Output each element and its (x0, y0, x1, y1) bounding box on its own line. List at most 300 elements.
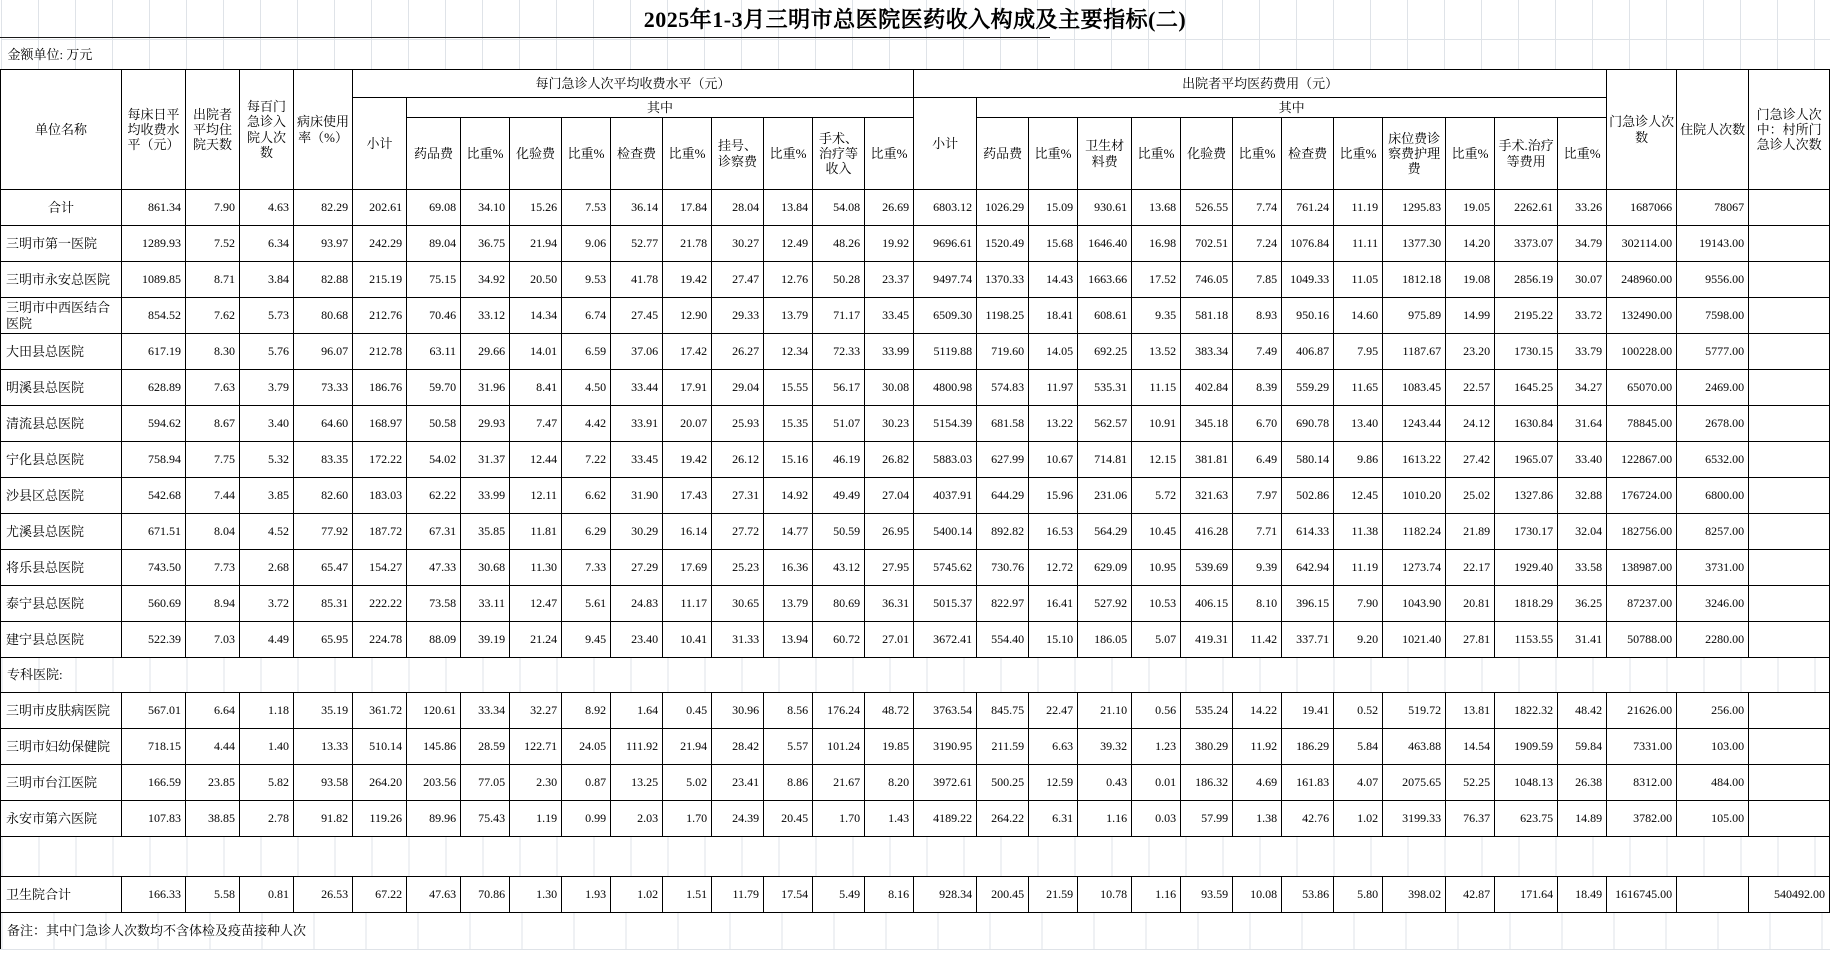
table-cell[interactable]: 13.79 (764, 586, 813, 622)
column-header[interactable]: 比重% (1132, 118, 1181, 190)
table-cell[interactable]: 13.79 (764, 298, 813, 334)
table-cell[interactable]: 692.25 (1078, 334, 1132, 370)
table-cell[interactable]: 1198.25 (977, 298, 1029, 334)
table-cell[interactable]: 10.45 (1132, 514, 1181, 550)
table-cell[interactable]: 3.40 (240, 406, 294, 442)
table-cell[interactable]: 5.57 (764, 729, 813, 765)
table-cell[interactable]: 559.29 (1282, 370, 1334, 406)
table-cell[interactable]: 9.53 (562, 262, 611, 298)
table-cell[interactable]: 34.27 (1558, 370, 1607, 406)
table-cell[interactable]: 1687066 (1607, 190, 1677, 226)
table-cell[interactable]: 8312.00 (1607, 765, 1677, 801)
column-header[interactable]: 比重% (1233, 118, 1282, 190)
table-cell[interactable]: 200.45 (977, 877, 1029, 913)
table-cell[interactable]: 463.88 (1383, 729, 1446, 765)
table-cell[interactable]: 8.30 (186, 334, 240, 370)
table-cell[interactable]: 21.10 (1078, 693, 1132, 729)
table-cell[interactable]: 224.78 (353, 622, 407, 658)
row-name-cell[interactable]: 宁化县总医院 (1, 442, 122, 478)
table-cell[interactable]: 23.37 (865, 262, 914, 298)
table-cell[interactable]: 7.62 (186, 298, 240, 334)
table-cell[interactable]: 39.32 (1078, 729, 1132, 765)
table-cell[interactable]: 29.04 (712, 370, 764, 406)
table-cell[interactable]: 484.00 (1677, 765, 1749, 801)
table-cell[interactable]: 29.66 (461, 334, 510, 370)
table-cell[interactable]: 67.31 (407, 514, 461, 550)
table-cell[interactable]: 67.22 (353, 877, 407, 913)
table-cell[interactable]: 5.72 (1132, 478, 1181, 514)
table-cell[interactable]: 345.18 (1181, 406, 1233, 442)
table-cell[interactable]: 1812.18 (1383, 262, 1446, 298)
table-cell[interactable]: 12.90 (663, 298, 712, 334)
table-cell[interactable] (1677, 877, 1749, 913)
table-cell[interactable] (1749, 262, 1830, 298)
table-cell[interactable]: 5.07 (1132, 622, 1181, 658)
table-cell[interactable]: 9.39 (1233, 550, 1282, 586)
table-cell[interactable]: 76.37 (1446, 801, 1495, 837)
table-cell[interactable]: 1730.15 (1495, 334, 1558, 370)
table-cell[interactable]: 17.69 (663, 550, 712, 586)
row-name-cell[interactable]: 泰宁县总医院 (1, 586, 122, 622)
table-cell[interactable]: 52.77 (611, 226, 663, 262)
table-cell[interactable]: 7.73 (186, 550, 240, 586)
table-cell[interactable]: 7.47 (510, 406, 562, 442)
row-name-cell[interactable]: 卫生院合计 (1, 877, 122, 913)
table-cell[interactable]: 11.05 (1334, 262, 1383, 298)
table-cell[interactable]: 33.91 (611, 406, 663, 442)
table-cell[interactable]: 5745.62 (914, 550, 977, 586)
table-cell[interactable]: 522.39 (122, 622, 186, 658)
table-cell[interactable]: 554.40 (977, 622, 1029, 658)
table-cell[interactable]: 13.33 (294, 729, 353, 765)
table-cell[interactable]: 1243.44 (1383, 406, 1446, 442)
row-name-cell[interactable]: 明溪县总医院 (1, 370, 122, 406)
header-group-outpatient[interactable]: 每门急诊人次平均收费水平（元） (353, 70, 914, 98)
table-cell[interactable]: 3.72 (240, 586, 294, 622)
table-cell[interactable]: 6.29 (562, 514, 611, 550)
table-cell[interactable]: 746.05 (1181, 262, 1233, 298)
row-name-cell[interactable]: 清流县总医院 (1, 406, 122, 442)
table-cell[interactable] (1749, 693, 1830, 729)
header-outpatient-visits[interactable]: 门急诊人次数 (1607, 70, 1677, 190)
table-cell[interactable]: 0.43 (1078, 765, 1132, 801)
table-cell[interactable]: 33.45 (865, 298, 914, 334)
table-cell[interactable]: 3763.54 (914, 693, 977, 729)
table-cell[interactable]: 28.04 (712, 190, 764, 226)
table-cell[interactable]: 17.52 (1132, 262, 1181, 298)
table-cell[interactable]: 7.49 (1233, 334, 1282, 370)
table-cell[interactable]: 122867.00 (1607, 442, 1677, 478)
table-cell[interactable]: 627.99 (977, 442, 1029, 478)
table-cell[interactable]: 36.31 (865, 586, 914, 622)
header-group-inpatient[interactable]: 出院者平均医药费用（元） (914, 70, 1607, 98)
table-cell[interactable]: 11.79 (712, 877, 764, 913)
table-cell[interactable]: 535.31 (1078, 370, 1132, 406)
table-cell[interactable]: 3672.41 (914, 622, 977, 658)
table-cell[interactable]: 33.34 (461, 693, 510, 729)
table-cell[interactable]: 12.45 (1334, 478, 1383, 514)
table-cell[interactable]: 1.64 (611, 693, 663, 729)
table-cell[interactable]: 264.20 (353, 765, 407, 801)
table-cell[interactable]: 26.12 (712, 442, 764, 478)
table-cell[interactable]: 36.14 (611, 190, 663, 226)
table-cell[interactable]: 1048.13 (1495, 765, 1558, 801)
column-header[interactable]: 化验费 (510, 118, 562, 190)
table-cell[interactable]: 101.24 (813, 729, 865, 765)
table-cell[interactable]: 1049.33 (1282, 262, 1334, 298)
table-cell[interactable]: 16.53 (1029, 514, 1078, 550)
table-cell[interactable]: 6.31 (1029, 801, 1078, 837)
header-admissions-per-100[interactable]: 每百门急诊入院人次数 (240, 70, 294, 190)
table-cell[interactable]: 3246.00 (1677, 586, 1749, 622)
table-cell[interactable]: 87237.00 (1607, 586, 1677, 622)
table-cell[interactable]: 36.75 (461, 226, 510, 262)
table-cell[interactable]: 24.83 (611, 586, 663, 622)
table-cell[interactable]: 19143.00 (1677, 226, 1749, 262)
table-cell[interactable]: 845.75 (977, 693, 1029, 729)
table-cell[interactable]: 758.94 (122, 442, 186, 478)
table-cell[interactable]: 30.65 (712, 586, 764, 622)
table-cell[interactable]: 0.99 (562, 801, 611, 837)
table-cell[interactable]: 7.85 (1233, 262, 1282, 298)
table-cell[interactable]: 24.12 (1446, 406, 1495, 442)
table-cell[interactable]: 19.08 (1446, 262, 1495, 298)
table-cell[interactable]: 93.59 (1181, 877, 1233, 913)
table-cell[interactable]: 15.26 (510, 190, 562, 226)
table-cell[interactable]: 28.42 (712, 729, 764, 765)
table-cell[interactable]: 12.59 (1029, 765, 1078, 801)
table-cell[interactable]: 2280.00 (1677, 622, 1749, 658)
table-cell[interactable]: 27.47 (712, 262, 764, 298)
table-cell[interactable]: 17.84 (663, 190, 712, 226)
table-cell[interactable]: 3972.61 (914, 765, 977, 801)
table-cell[interactable]: 105.00 (1677, 801, 1749, 837)
table-cell[interactable]: 14.60 (1334, 298, 1383, 334)
table-cell[interactable]: 77.05 (461, 765, 510, 801)
table-cell[interactable]: 49.49 (813, 478, 865, 514)
table-cell[interactable]: 50.58 (407, 406, 461, 442)
table-cell[interactable]: 337.71 (1282, 622, 1334, 658)
table-cell[interactable]: 7598.00 (1677, 298, 1749, 334)
table-cell[interactable]: 71.17 (813, 298, 865, 334)
table-cell[interactable]: 26.69 (865, 190, 914, 226)
table-cell[interactable]: 96.07 (294, 334, 353, 370)
table-cell[interactable]: 594.62 (122, 406, 186, 442)
table-cell[interactable]: 182756.00 (1607, 514, 1677, 550)
table-cell[interactable]: 822.97 (977, 586, 1029, 622)
table-cell[interactable] (1749, 442, 1830, 478)
table-cell[interactable]: 54.02 (407, 442, 461, 478)
table-cell[interactable]: 93.58 (294, 765, 353, 801)
table-cell[interactable]: 73.58 (407, 586, 461, 622)
table-cell[interactable]: 7.75 (186, 442, 240, 478)
table-cell[interactable]: 6.34 (240, 226, 294, 262)
table-cell[interactable]: 82.60 (294, 478, 353, 514)
column-header[interactable]: 比重% (1029, 118, 1078, 190)
table-cell[interactable]: 10.53 (1132, 586, 1181, 622)
table-cell[interactable]: 1273.74 (1383, 550, 1446, 586)
table-cell[interactable]: 57.99 (1181, 801, 1233, 837)
table-cell[interactable]: 539.69 (1181, 550, 1233, 586)
table-cell[interactable]: 1929.40 (1495, 550, 1558, 586)
table-cell[interactable]: 48.72 (865, 693, 914, 729)
table-cell[interactable]: 6.49 (1233, 442, 1282, 478)
row-name-cell[interactable]: 合计 (1, 190, 122, 226)
table-cell[interactable]: 50.28 (813, 262, 865, 298)
table-cell[interactable]: 10.91 (1132, 406, 1181, 442)
table-cell[interactable]: 9.06 (562, 226, 611, 262)
table-cell[interactable]: 11.17 (663, 586, 712, 622)
table-cell[interactable]: 1.40 (240, 729, 294, 765)
table-cell[interactable]: 4.49 (240, 622, 294, 658)
table-cell[interactable]: 27.81 (1446, 622, 1495, 658)
table-cell[interactable]: 22.57 (1446, 370, 1495, 406)
table-cell[interactable]: 186.29 (1282, 729, 1334, 765)
table-cell[interactable]: 928.34 (914, 877, 977, 913)
table-cell[interactable]: 1730.17 (1495, 514, 1558, 550)
table-cell[interactable]: 7.33 (562, 550, 611, 586)
table-cell[interactable]: 361.72 (353, 693, 407, 729)
table-cell[interactable]: 714.81 (1078, 442, 1132, 478)
table-cell[interactable]: 171.64 (1495, 877, 1558, 913)
table-cell[interactable]: 27.72 (712, 514, 764, 550)
table-cell[interactable]: 120.61 (407, 693, 461, 729)
table-cell[interactable]: 526.55 (1181, 190, 1233, 226)
table-cell[interactable]: 398.02 (1383, 877, 1446, 913)
table-cell[interactable]: 8.16 (865, 877, 914, 913)
table-cell[interactable]: 103.00 (1677, 729, 1749, 765)
table-cell[interactable]: 3731.00 (1677, 550, 1749, 586)
table-cell[interactable]: 581.18 (1181, 298, 1233, 334)
table-cell[interactable]: 33.40 (1558, 442, 1607, 478)
table-cell[interactable]: 41.78 (611, 262, 663, 298)
table-cell[interactable]: 80.69 (813, 586, 865, 622)
table-cell[interactable]: 30.29 (611, 514, 663, 550)
table-cell[interactable]: 31.37 (461, 442, 510, 478)
row-name-cell[interactable]: 大田县总医院 (1, 334, 122, 370)
table-cell[interactable]: 186.76 (353, 370, 407, 406)
table-cell[interactable] (1749, 370, 1830, 406)
table-cell[interactable]: 19.42 (663, 262, 712, 298)
table-cell[interactable]: 642.94 (1282, 550, 1334, 586)
table-cell[interactable]: 14.22 (1233, 693, 1282, 729)
table-cell[interactable]: 14.92 (764, 478, 813, 514)
column-header[interactable]: 化验费 (1181, 118, 1233, 190)
table-cell[interactable]: 13.22 (1029, 406, 1078, 442)
table-cell[interactable]: 4800.98 (914, 370, 977, 406)
table-cell[interactable]: 11.97 (1029, 370, 1078, 406)
table-cell[interactable]: 15.09 (1029, 190, 1078, 226)
table-cell[interactable]: 14.99 (1446, 298, 1495, 334)
table-cell[interactable]: 5.82 (240, 765, 294, 801)
table-cell[interactable]: 14.54 (1446, 729, 1495, 765)
table-cell[interactable]: 222.22 (353, 586, 407, 622)
table-cell[interactable]: 46.19 (813, 442, 865, 478)
table-cell[interactable]: 383.34 (1181, 334, 1233, 370)
table-cell[interactable]: 9.86 (1334, 442, 1383, 478)
table-cell[interactable]: 5.84 (1334, 729, 1383, 765)
table-cell[interactable]: 7331.00 (1607, 729, 1677, 765)
table-cell[interactable]: 1646.40 (1078, 226, 1132, 262)
table-cell[interactable]: 8.71 (186, 262, 240, 298)
table-cell[interactable]: 617.19 (122, 334, 186, 370)
table-cell[interactable]: 172.22 (353, 442, 407, 478)
table-cell[interactable]: 242.29 (353, 226, 407, 262)
table-cell[interactable]: 0.01 (1132, 765, 1181, 801)
table-cell[interactable] (1749, 801, 1830, 837)
table-cell[interactable]: 396.15 (1282, 586, 1334, 622)
table-cell[interactable]: 5.76 (240, 334, 294, 370)
table-cell[interactable]: 1010.20 (1383, 478, 1446, 514)
table-cell[interactable]: 27.29 (611, 550, 663, 586)
table-cell[interactable]: 542.68 (122, 478, 186, 514)
table-cell[interactable]: 30.08 (865, 370, 914, 406)
table-cell[interactable]: 8.10 (1233, 586, 1282, 622)
table-cell[interactable]: 25.02 (1446, 478, 1495, 514)
table-cell[interactable]: 20.07 (663, 406, 712, 442)
table-cell[interactable]: 562.57 (1078, 406, 1132, 442)
table-cell[interactable]: 0.45 (663, 693, 712, 729)
table-cell[interactable]: 33.45 (611, 442, 663, 478)
column-header[interactable]: 卫生材料费 (1078, 118, 1132, 190)
table-cell[interactable]: 30.07 (1558, 262, 1607, 298)
table-cell[interactable]: 53.86 (1282, 877, 1334, 913)
table-cell[interactable]: 2262.61 (1495, 190, 1558, 226)
header-bed-usage-rate[interactable]: 病床使用率（%） (294, 70, 353, 190)
table-cell[interactable]: 535.24 (1181, 693, 1233, 729)
table-cell[interactable]: 33.99 (461, 478, 510, 514)
table-cell[interactable]: 861.34 (122, 190, 186, 226)
table-cell[interactable]: 21.59 (1029, 877, 1078, 913)
table-cell[interactable]: 19.41 (1282, 693, 1334, 729)
column-header[interactable]: 药品费 (977, 118, 1029, 190)
table-cell[interactable]: 47.33 (407, 550, 461, 586)
table-cell[interactable] (1749, 406, 1830, 442)
table-cell[interactable]: 0.81 (240, 877, 294, 913)
table-cell[interactable]: 5015.37 (914, 586, 977, 622)
table-cell[interactable]: 6.59 (562, 334, 611, 370)
row-name-cell[interactable]: 沙县区总医院 (1, 478, 122, 514)
table-cell[interactable]: 0.87 (562, 765, 611, 801)
table-cell[interactable]: 11.15 (1132, 370, 1181, 406)
table-cell[interactable]: 31.33 (712, 622, 764, 658)
table-cell[interactable]: 3373.07 (1495, 226, 1558, 262)
table-cell[interactable]: 21.89 (1446, 514, 1495, 550)
table-cell[interactable]: 8.04 (186, 514, 240, 550)
table-cell[interactable]: 31.96 (461, 370, 510, 406)
table-cell[interactable]: 1295.83 (1383, 190, 1446, 226)
table-cell[interactable]: 6.70 (1233, 406, 1282, 442)
table-cell[interactable]: 681.58 (977, 406, 1029, 442)
table-cell[interactable]: 623.75 (1495, 801, 1558, 837)
table-cell[interactable]: 154.27 (353, 550, 407, 586)
table-cell[interactable]: 212.78 (353, 334, 407, 370)
table-cell[interactable] (1749, 622, 1830, 658)
table-cell[interactable]: 23.40 (611, 622, 663, 658)
table-cell[interactable]: 26.38 (1558, 765, 1607, 801)
table-cell[interactable]: 975.89 (1383, 298, 1446, 334)
table-cell[interactable]: 500.25 (977, 765, 1029, 801)
table-cell[interactable]: 6800.00 (1677, 478, 1749, 514)
table-cell[interactable]: 1.38 (1233, 801, 1282, 837)
table-cell[interactable]: 33.12 (461, 298, 510, 334)
table-cell[interactable]: 91.82 (294, 801, 353, 837)
table-cell[interactable]: 567.01 (122, 693, 186, 729)
table-cell[interactable]: 1.19 (510, 801, 562, 837)
table-cell[interactable]: 15.96 (1029, 478, 1078, 514)
table-cell[interactable]: 2.30 (510, 765, 562, 801)
table-cell[interactable]: 16.36 (764, 550, 813, 586)
table-cell[interactable]: 30.27 (712, 226, 764, 262)
header-village-visits[interactable]: 门急诊人次中：村所门急诊人次数 (1749, 70, 1830, 190)
table-cell[interactable]: 8.92 (562, 693, 611, 729)
table-cell[interactable] (1749, 765, 1830, 801)
table-cell[interactable]: 26.53 (294, 877, 353, 913)
column-header[interactable]: 比重% (764, 118, 813, 190)
table-cell[interactable]: 107.83 (122, 801, 186, 837)
table-cell[interactable]: 77.92 (294, 514, 353, 550)
table-cell[interactable]: 8.93 (1233, 298, 1282, 334)
table-cell[interactable]: 7.95 (1334, 334, 1383, 370)
table-cell[interactable]: 10.78 (1078, 877, 1132, 913)
table-cell[interactable]: 14.77 (764, 514, 813, 550)
table-cell[interactable]: 33.26 (1558, 190, 1607, 226)
table-cell[interactable]: 614.33 (1282, 514, 1334, 550)
table-cell[interactable]: 138987.00 (1607, 550, 1677, 586)
table-cell[interactable]: 62.22 (407, 478, 461, 514)
table-cell[interactable]: 1083.45 (1383, 370, 1446, 406)
table-cell[interactable]: 7.63 (186, 370, 240, 406)
table-cell[interactable]: 145.86 (407, 729, 461, 765)
table-cell[interactable]: 27.31 (712, 478, 764, 514)
table-cell[interactable]: 1909.59 (1495, 729, 1558, 765)
table-cell[interactable]: 33.72 (1558, 298, 1607, 334)
table-cell[interactable] (1749, 190, 1830, 226)
table-cell[interactable]: 510.14 (353, 729, 407, 765)
table-cell[interactable]: 2.78 (240, 801, 294, 837)
row-name-cell[interactable]: 三明市妇幼保健院 (1, 729, 122, 765)
table-cell[interactable] (1749, 478, 1830, 514)
table-cell[interactable]: 256.00 (1677, 693, 1749, 729)
table-cell[interactable]: 7.90 (186, 190, 240, 226)
table-cell[interactable]: 1327.86 (1495, 478, 1558, 514)
table-cell[interactable]: 7.74 (1233, 190, 1282, 226)
table-cell[interactable]: 4037.91 (914, 478, 977, 514)
table-cell[interactable]: 13.25 (611, 765, 663, 801)
table-cell[interactable]: 31.41 (1558, 622, 1607, 658)
table-cell[interactable]: 12.15 (1132, 442, 1181, 478)
table-cell[interactable]: 16.14 (663, 514, 712, 550)
table-cell[interactable]: 111.92 (611, 729, 663, 765)
table-cell[interactable]: 132490.00 (1607, 298, 1677, 334)
table-cell[interactable]: 9556.00 (1677, 262, 1749, 298)
table-cell[interactable]: 27.04 (865, 478, 914, 514)
header-among-inpatient[interactable]: 其中 (977, 98, 1607, 118)
table-cell[interactable]: 5.02 (663, 765, 712, 801)
table-cell[interactable]: 31.90 (611, 478, 663, 514)
table-cell[interactable]: 4.42 (562, 406, 611, 442)
table-cell[interactable]: 10.67 (1029, 442, 1078, 478)
table-cell[interactable]: 1630.84 (1495, 406, 1558, 442)
table-cell[interactable]: 20.50 (510, 262, 562, 298)
table-cell[interactable]: 416.28 (1181, 514, 1233, 550)
table-cell[interactable]: 6.64 (186, 693, 240, 729)
table-cell[interactable]: 215.19 (353, 262, 407, 298)
table-cell[interactable]: 21626.00 (1607, 693, 1677, 729)
table-cell[interactable]: 43.12 (813, 550, 865, 586)
table-cell[interactable]: 11.19 (1334, 190, 1383, 226)
table-cell[interactable] (1749, 586, 1830, 622)
